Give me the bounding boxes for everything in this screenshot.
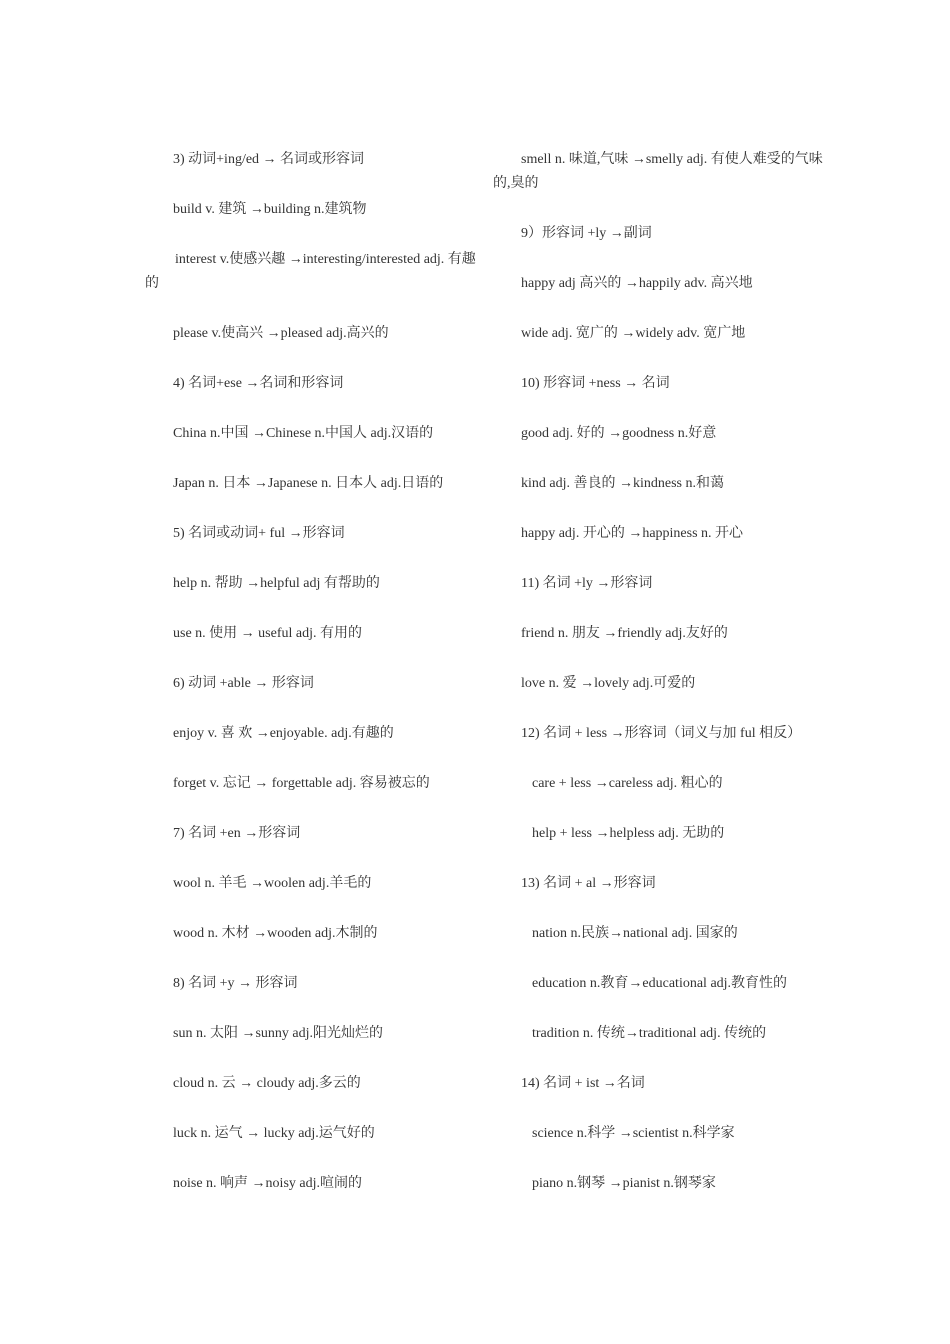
right-column <box>493 148 823 1222</box>
section-heading-12: 12) 名词 + less →形容词（词义与加 ful 相反） <box>521 726 802 741</box>
list-item: noise n. 响声 →noisy adj.喧闹的 <box>173 1176 362 1191</box>
list-item: wool n. 羊毛 →woolen adj.羊毛的 <box>173 876 372 891</box>
list-item: Japan n. 日本 →Japanese n. 日本人 adj.日语的 <box>173 476 444 491</box>
list-item: piano n.钢琴 →pianist n.钢琴家 <box>532 1176 716 1191</box>
list-item: smell n. 味道,气味 →smelly adj. 有使人难受的气味的,臭的 <box>493 152 823 191</box>
section-heading-10: 10) 形容词 +ness → 名词 <box>521 376 670 391</box>
list-item: use n. 使用 → useful adj. 有用的 <box>173 626 362 641</box>
list-item: interest v.使感兴趣 →interesting/interested adj. 有趣的 <box>145 252 476 291</box>
list-item: forget v. 忘记 → forgettable adj. 容易被忘的 <box>173 776 430 791</box>
section-heading-9: 9）形容词 +ly →副词 <box>521 226 652 241</box>
list-item: build v. 建筑 →building n.建筑物 <box>173 202 367 217</box>
list-item: help + less →helpless adj. 无助的 <box>532 826 725 841</box>
section-heading-6: 6) 动词 +able → 形容词 <box>173 676 314 691</box>
list-item: care + less →careless adj. 粗心的 <box>532 776 723 791</box>
list-item: friend n. 朋友 →friendly adj.友好的 <box>521 626 728 641</box>
section-heading-4: 4) 名词+ese →名词和形容词 <box>173 376 344 391</box>
list-item: tradition n. 传统→traditional adj. 传统的 <box>532 1026 767 1041</box>
section-heading-11: 11) 名词 +ly →形容词 <box>521 576 653 591</box>
section-heading-3: 3) 动词+ing/ed → 名词或形容词 <box>173 152 365 167</box>
list-item: wood n. 木材 →wooden adj.木制的 <box>173 926 378 941</box>
section-heading-7: 7) 名词 +en →形容词 <box>173 826 301 841</box>
left-column <box>145 148 480 1222</box>
section-heading-8: 8) 名词 +y → 形容词 <box>173 976 298 991</box>
list-item: science n.科学 →scientist n.科学家 <box>532 1126 735 1141</box>
list-item: love n. 爱 →lovely adj.可爱的 <box>521 676 696 691</box>
list-item: China n.中国 →Chinese n.中国人 adj.汉语的 <box>173 426 434 441</box>
list-item: help n. 帮助 →helpful adj 有帮助的 <box>173 576 380 591</box>
list-item: education n.教育→educational adj.教育性的 <box>532 976 788 991</box>
section-heading-14: 14) 名词 + ist →名词 <box>521 1076 645 1091</box>
list-item: sun n. 太阳 →sunny adj.阳光灿烂的 <box>173 1026 383 1041</box>
list-item: happy adj. 开心的 →happiness n. 开心 <box>521 526 744 541</box>
section-heading-13: 13) 名词 + al →形容词 <box>521 876 656 891</box>
list-item: kind adj. 善良的 →kindness n.和蔼 <box>521 476 724 491</box>
list-item: enjoy v. 喜 欢 →enjoyable. adj.有趣的 <box>173 726 394 741</box>
list-item: please v.使高兴 →pleased adj.高兴的 <box>173 326 389 341</box>
list-item: cloud n. 云 → cloudy adj.多云的 <box>173 1076 361 1091</box>
list-item: happy adj 高兴的 →happily adv. 高兴地 <box>521 276 753 291</box>
list-item: wide adj. 宽广的 →widely adv. 宽广地 <box>521 326 746 341</box>
list-item: nation n.民族→national adj. 国家的 <box>532 926 738 941</box>
list-item: good adj. 好的 →goodness n.好意 <box>521 426 717 441</box>
section-heading-5: 5) 名词或动词+ ful →形容词 <box>173 526 345 541</box>
list-item: luck n. 运气 → lucky adj.运气好的 <box>173 1126 375 1141</box>
